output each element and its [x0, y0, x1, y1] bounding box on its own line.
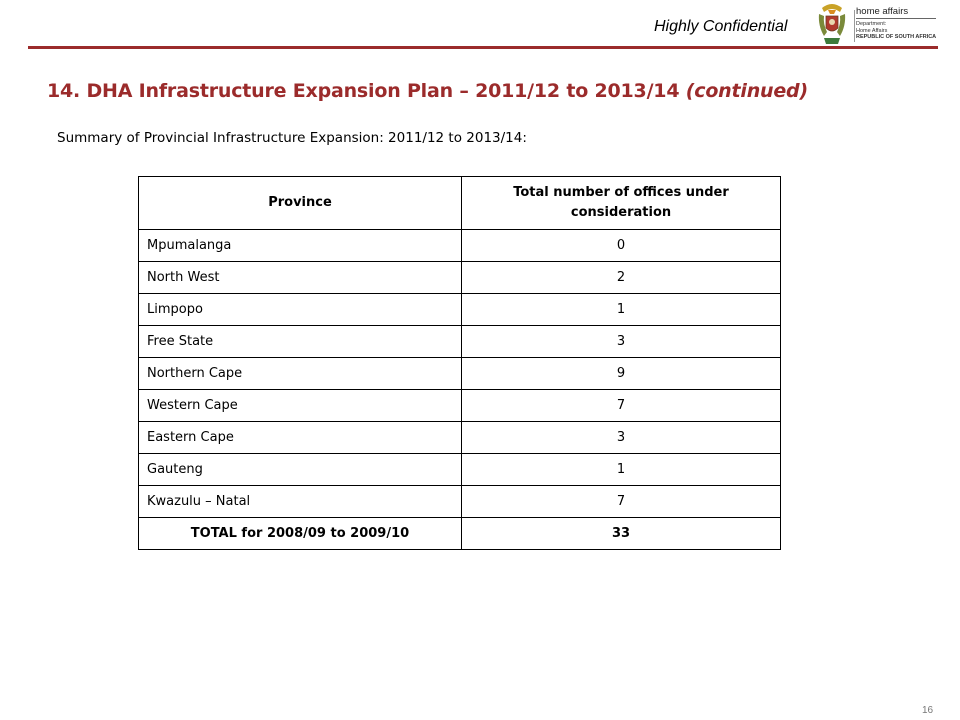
province-cell: Gauteng — [139, 454, 462, 486]
table-row — [139, 326, 781, 358]
province-cell: Western Cape — [139, 390, 462, 422]
header-rule — [28, 46, 938, 49]
offices-cell: 0 — [462, 230, 781, 262]
offices-cell: 1 — [462, 454, 781, 486]
offices-cell: 3 — [462, 326, 781, 358]
offices-cell: 7 — [462, 486, 781, 518]
logo-title: home affairs — [856, 6, 909, 17]
logo-line-1: Department: — [856, 21, 887, 27]
table-row — [139, 422, 781, 454]
province-cell: North West — [139, 262, 462, 294]
province-cell: Limpopo — [139, 294, 462, 326]
table-row — [139, 454, 781, 486]
home-affairs-logo — [814, 2, 939, 48]
province-cell: Northern Cape — [139, 358, 462, 390]
logo-rule — [856, 18, 936, 19]
total-label-cell: TOTAL for 2008/09 to 2009/10 — [139, 518, 462, 550]
table-row — [139, 230, 781, 262]
logo-line-3: REPUBLIC OF SOUTH AFRICA — [856, 34, 937, 40]
logo-text — [856, 6, 939, 41]
offices-cell: 9 — [462, 358, 781, 390]
province-cell: Mpumalanga — [139, 230, 462, 262]
province-cell: Kwazulu – Natal — [139, 486, 462, 518]
logo-divider — [854, 10, 855, 42]
total-value-cell: 33 — [462, 518, 781, 550]
provincial-summary-table — [138, 176, 781, 550]
table-row — [139, 262, 781, 294]
table-header-row — [139, 177, 781, 230]
slide-subtitle: Summary of Provincial Infrastructure Expansion: 2011/12 to 2013/14: — [57, 130, 527, 146]
slide-title-main: 14. DHA Infrastructure Expansion Plan – 2011/12 to 2013/14 — [47, 80, 680, 102]
slide-title-suffix: (continued) — [685, 80, 808, 102]
page-number: 16 — [922, 705, 934, 716]
table-row — [139, 294, 781, 326]
slide-title — [47, 80, 808, 102]
header-offices-total: Total number of offices under consideration — [462, 177, 781, 230]
offices-cell: 7 — [462, 390, 781, 422]
logo-line-2: Home Affairs — [856, 27, 888, 34]
table-row — [139, 390, 781, 422]
province-cell: Eastern Cape — [139, 422, 462, 454]
confidentiality-label: Highly Confidential — [654, 18, 788, 35]
offices-cell: 3 — [462, 422, 781, 454]
table-total-row — [139, 518, 781, 550]
province-cell: Free State — [139, 326, 462, 358]
offices-cell: 1 — [462, 294, 781, 326]
header-province: Province — [139, 177, 462, 230]
table-row — [139, 486, 781, 518]
table-row — [139, 358, 781, 390]
coat-of-arms-icon — [814, 2, 850, 48]
offices-cell: 2 — [462, 262, 781, 294]
